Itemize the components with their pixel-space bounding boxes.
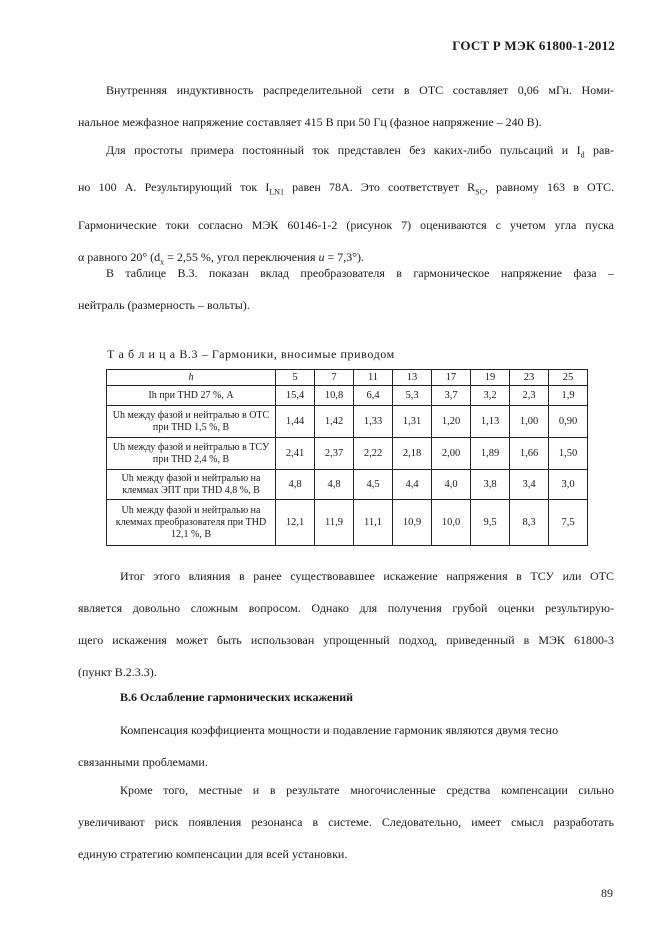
table-header-row [107, 370, 588, 386]
table-row [107, 500, 588, 546]
text-line: (пункт В.2.3.3). [78, 665, 157, 679]
text-line: Для простоты примера постоянный ток представлен без каких-либо пульсаций и $I_d$ рав- [106, 143, 615, 160]
table-cell: 2,41 [276, 438, 315, 470]
paragraph-resonance [78, 774, 614, 870]
table-cell: 4,5 [354, 470, 393, 500]
table-cell: 3,0 [549, 470, 588, 500]
table-cell: 5,3 [393, 386, 432, 406]
table-cell: 1,44 [276, 406, 315, 438]
table-cell: 1,42 [315, 406, 354, 438]
table-cell: 4,8 [315, 470, 354, 500]
text-line: Гармонические токи согласно МЭК 60146-1-2 (рисунок 7) оцениваются с учетом угла пуска [78, 217, 614, 232]
table-cell: 4,4 [393, 470, 432, 500]
table-cell: 3,2 [471, 386, 510, 406]
paragraph-inductance [78, 74, 614, 138]
text-line: Итог этого влияния в ранее существовавшее искажение напряжения в ТСУ или ОТС [120, 569, 614, 583]
table-cell: 1,00 [510, 406, 549, 438]
table-cell: 1,9 [549, 386, 588, 406]
text-line: увеличивают риск появления резонанса в системе. Следовательно, имеет смысл разработать [78, 815, 614, 829]
header-cell: 17 [432, 370, 471, 386]
document-header: ГОСТ Р МЭК 61800-1-2012 [452, 38, 615, 53]
table-cell: 2,22 [354, 438, 393, 470]
text-line: является довольно сложным вопросом. Однако для получения грубой оценки результирую- [78, 601, 614, 615]
text-line: связанными проблемами. [78, 755, 208, 769]
table-cell: 4,0 [432, 470, 471, 500]
row-label: Uh между фазой и нейтралью в ОТС при THD 1,5 %, В [107, 406, 276, 438]
header-cell: 7 [315, 370, 354, 386]
text-line: нальное межфазное напряжение составляет 415 В при 50 Гц (фазное напряжение – 240 В). [78, 115, 542, 129]
table-cell: 3,8 [471, 470, 510, 500]
table-cell: 11,9 [315, 500, 354, 546]
text-line: нейтраль (размерность – вольты). [78, 298, 250, 312]
text-line: щего искажения может быть использован упрощенный подход, приведенный в МЭК 61800-3 [78, 633, 614, 647]
table-cell: 0,90 [549, 406, 588, 438]
header-cell: 25 [549, 370, 588, 386]
table-row [107, 470, 588, 500]
table-row [107, 438, 588, 470]
harmonics-table [106, 369, 588, 546]
row-label: Uh между фазой и нейтралью в ТСУ при THD 2,4 %, В [107, 438, 276, 470]
text-line: но 100 А. Результирующий ток $I_{LN1}$ равен 78А. Это соответствует $R_{SC}$, равному 163 в ОТС. [78, 180, 615, 197]
table-row [107, 386, 588, 406]
table-caption: Т а б л и ц а В.3 – Гармоники, вносимые приводом [107, 347, 395, 361]
table-cell: 10,9 [393, 500, 432, 546]
table-cell: 15,4 [276, 386, 315, 406]
row-label: Ih при THD 27 %, А [107, 386, 276, 406]
paragraph-table-ref [78, 257, 614, 321]
table-cell: 1,20 [432, 406, 471, 438]
header-cell: 5 [276, 370, 315, 386]
table-cell: 3,7 [432, 386, 471, 406]
table-cell: 2,3 [510, 386, 549, 406]
text-line: Кроме того, местные и в результате многочисленные средства компенсации сильно [120, 783, 614, 797]
paragraph-impact [78, 560, 614, 688]
table-cell: 10,8 [315, 386, 354, 406]
header-cell: 23 [510, 370, 549, 386]
text-line: Компенсация коэффициента мощности и подавление гармоник являются двумя тесно [120, 723, 559, 737]
table-cell: 2,18 [393, 438, 432, 470]
section-heading: В.6 Ослабление гармонических искажений [120, 690, 354, 704]
row-label: Uh между фазой и нейтралью на клеммах преобразователя при THD 12,1 %, В [107, 500, 276, 546]
table-cell: 1,31 [393, 406, 432, 438]
text-line: α равного 20° ($d_x = 2,55$ %, угол переключения u = 7,3°). [78, 249, 365, 267]
text-line: единую стратегию компенсации для всей установки. [78, 847, 348, 861]
table-cell: 12,1 [276, 500, 315, 546]
header-cell: h [107, 370, 276, 386]
table-cell: 6,4 [354, 386, 393, 406]
table-cell: 10,0 [432, 500, 471, 546]
table-cell: 1,89 [471, 438, 510, 470]
table-cell: 4,8 [276, 470, 315, 500]
table-cell: 9,5 [471, 500, 510, 546]
table-cell: 7,5 [549, 500, 588, 546]
table-cell: 1,50 [549, 438, 588, 470]
table-cell: 2,00 [432, 438, 471, 470]
table-cell: 1,33 [354, 406, 393, 438]
text-line: Внутренняя индуктивность распределительной сети в ОТС составляет 0,06 мГн. Номи- [106, 83, 614, 97]
table-cell: 11,1 [354, 500, 393, 546]
paragraph-compensation [78, 714, 614, 778]
table-cell: 1,13 [471, 406, 510, 438]
header-cell: 13 [393, 370, 432, 386]
header-cell: 11 [354, 370, 393, 386]
row-label: Uh между фазой и нейтралью на клеммах ЭПТ при THD 4,8 %, В [107, 470, 276, 500]
table-cell: 8,3 [510, 500, 549, 546]
table-cell: 2,37 [315, 438, 354, 470]
text-line: В таблице В.3. показан вклад преобразователя в гармоническое напряжение фаза – [106, 266, 614, 280]
table-cell: 3,4 [510, 470, 549, 500]
table-row [107, 406, 588, 438]
header-cell: 19 [471, 370, 510, 386]
page-number: 89 [601, 886, 613, 900]
table-cell: 1,66 [510, 438, 549, 470]
